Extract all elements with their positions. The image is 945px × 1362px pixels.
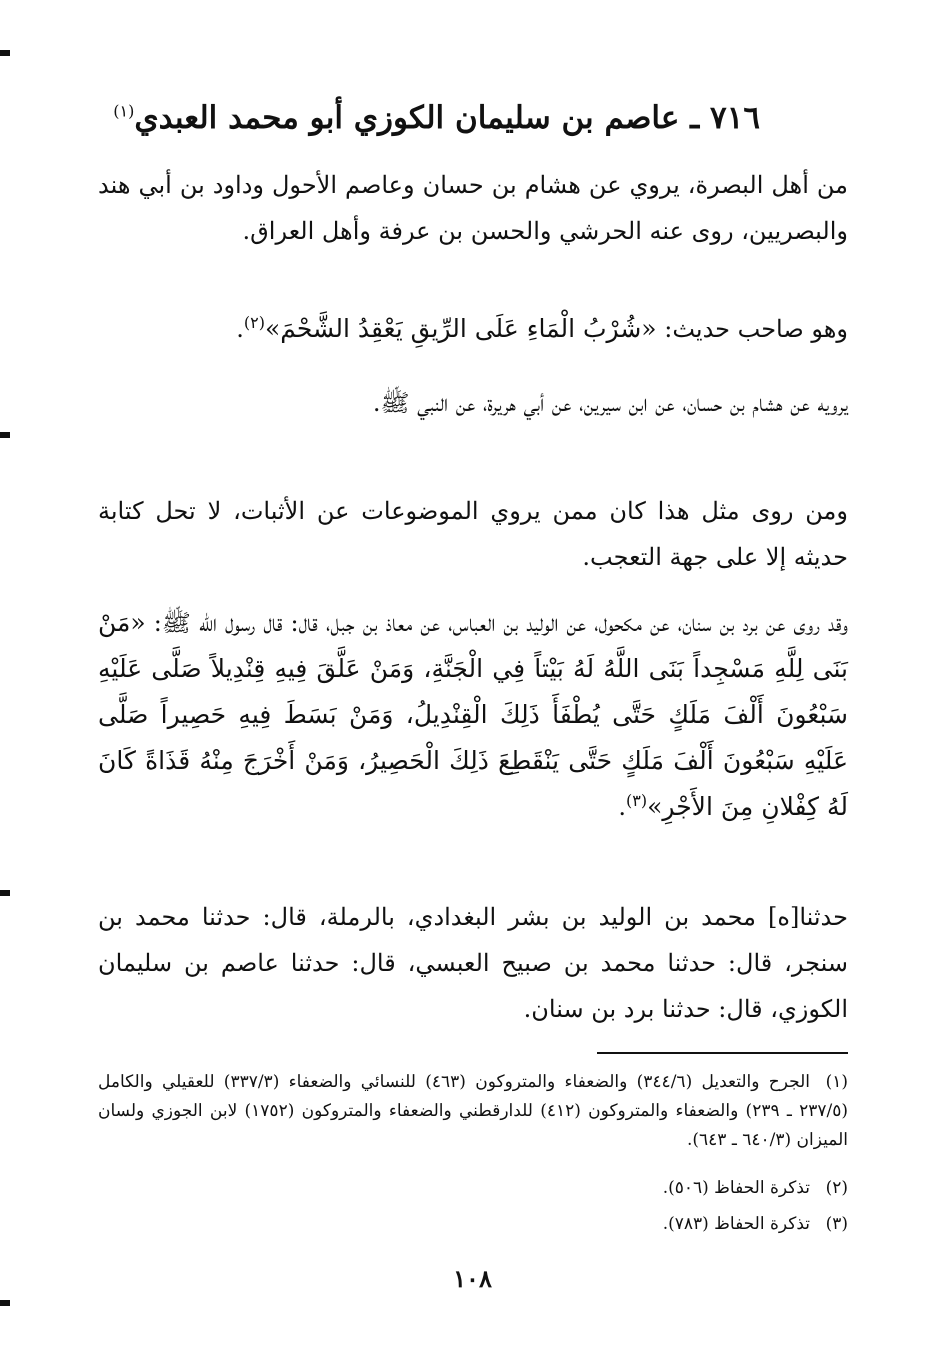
footnote-separator bbox=[597, 1052, 848, 1054]
paragraph-text: من أهل البصرة، يروي عن هشام بن حسان وعاصم الأحول وداود بن أبي هند والبصريين، روى عنه الحرشي والحسن بن عرفة وأهل العراق. bbox=[98, 171, 848, 245]
footnote-text: تذكرة الحفاظ (٧٨٣). bbox=[662, 1214, 810, 1234]
paragraph-text: حدثنا[ه] محمد بن الوليد بن بشر البغدادي، بالرملة، قال: حدثنا محمد بن سنجر، قال: حدثنا محمد بن صبيح العبسي، قال: حدثنا عاصم بن سليمان الكوزي، قال: حدثنا برد بن سنان. bbox=[98, 903, 848, 1023]
scan-edge-mark bbox=[0, 1300, 10, 1306]
paragraph-text bbox=[98, 600, 848, 830]
body-paragraph bbox=[98, 162, 848, 254]
footnote-ref: (٢) bbox=[243, 313, 265, 332]
scan-edge-mark bbox=[0, 50, 10, 56]
footnote bbox=[98, 1174, 848, 1203]
scan-edge-mark bbox=[0, 890, 10, 896]
footnote-text: الجرح والتعديل (٣٤٤/٦) والضعفاء والمتروكون (٤٦٣) للنسائي والضعفاء (٣٣٧/٣) للعقيلي والكامل (٢٣٧/٥ ـ ٢٣٩) والضعفاء والمتروكون (٤١٢) للدارقطني والضعفاء والمتروكون (١٧٥٢) لابن الجوزي ولسان الميزان (٦٤٠/٣ ـ ٦٤٣). bbox=[98, 1072, 848, 1150]
body-paragraph bbox=[98, 380, 848, 426]
body-paragraph bbox=[98, 488, 848, 580]
paragraph-text: يرويه عن هشام بن حسان، عن ابن سيرين، عن أبي هريرة، عن النبي ﷺ. bbox=[372, 389, 848, 417]
paragraph-text: ومن روى مثل هذا كان ممن يروي الموضوعات عن الأثبات، لا تحل كتابة حديثه إلا على جهة التعجب. bbox=[98, 497, 848, 571]
paragraph-end: . bbox=[236, 315, 244, 343]
body-paragraph bbox=[98, 600, 848, 830]
paragraph-end: . bbox=[618, 793, 627, 821]
page-number: ١٠٨ bbox=[453, 1264, 492, 1293]
entry-title bbox=[113, 96, 760, 140]
footnote-ref: (١) bbox=[113, 101, 135, 121]
body-paragraph bbox=[98, 306, 848, 352]
hadith-quote: «شُرْبُ الْمَاءِ عَلَى الرِّيقِ يَعْقِدُ الشَّحْمَ» bbox=[264, 314, 657, 343]
footnote bbox=[98, 1210, 848, 1239]
paragraph-lead: وهو صاحب حديث: bbox=[656, 315, 848, 343]
hadith-quote: «مَنْ بَنَى لِلَّهِ مَسْجِداً بَنَى اللَّهُ لَهُ بَيْتاً فِي الْجَنَّةِ، وَمَنْ عَلَّقَ فِيهِ قِنْدِيلاً صَلَّى عَلَيْهِ سَبْعُونَ أَلْفَ مَلَكٍ حَتَّى يُطْفَأَ ذَلِكَ الْقِنْدِيلُ، وَمَنْ بَسَطَ فِيهِ حَصِيراً صَلَّى عَلَيْهِ سَبْعُونَ أَلْفَ مَلَكٍ حَتَّى يَنْقَطِعَ ذَلِكَ الْحَصِيرُ، وَمَنْ أَخْرَجَ مِنْهُ قَذَاةً كَانَ لَهُ كِفْلانِ مِنَ الأَجْرِ» bbox=[98, 608, 848, 821]
footnote-text: تذكرة الحفاظ (٥٠٦). bbox=[662, 1178, 810, 1198]
footnote-number: (١) bbox=[825, 1072, 848, 1092]
paragraph-lead: وقد روى عن برد بن سنان، عن مكحول، عن الوليد بن العباس، عن معاذ بن جبل، قال: قال رسول الله ﷺ: bbox=[145, 609, 848, 637]
entry-title-text: ٧١٦ ـ عاصم بن سليمان الكوزي أبو محمد العبدي bbox=[134, 100, 760, 136]
paragraph-text bbox=[98, 306, 848, 352]
footnote bbox=[98, 1068, 848, 1155]
body-paragraph bbox=[98, 894, 848, 1032]
scan-edge-mark bbox=[0, 432, 10, 438]
footnote-number: (٢) bbox=[825, 1178, 848, 1198]
footnote-number: (٣) bbox=[825, 1214, 848, 1234]
footnote-ref: (٣) bbox=[626, 791, 648, 810]
